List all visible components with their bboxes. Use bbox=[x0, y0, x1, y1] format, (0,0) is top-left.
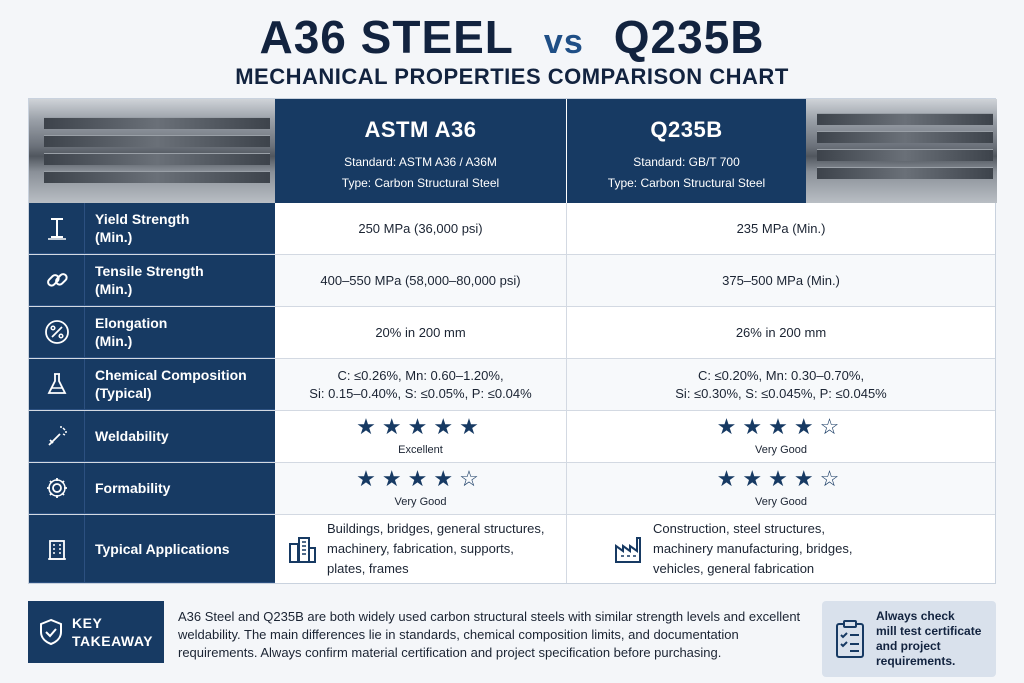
star-filled-icon: ★ bbox=[381, 413, 408, 439]
label-line-1: Chemical Composition bbox=[95, 367, 247, 383]
star-filled-icon: ★ bbox=[356, 465, 382, 491]
chem-line-1: C: ≤0.26%, Mn: 0.60–1.20%, bbox=[337, 367, 504, 383]
a36-yield-value: 250 MPa (36,000 psi) bbox=[275, 203, 567, 254]
star-filled-icon: ★ bbox=[407, 413, 434, 439]
star-rating bbox=[717, 467, 846, 491]
app-line-3: plates, frames bbox=[327, 561, 409, 576]
applications-text bbox=[327, 519, 566, 579]
app-line-1: Construction, steel structures, bbox=[653, 521, 825, 536]
app-line-1: Buildings, bridges, general structures, bbox=[327, 521, 545, 536]
star-filled-icon: ★ bbox=[793, 465, 820, 491]
key-takeaway-text: A36 Steel and Q235B are both widely used carbon structural steels with similar strength levels and excellent weldability. The main differences lie in standards, chemical composition limits, and documentation requirements. Always confirm material certification and project specification before purchasing. bbox=[178, 609, 801, 660]
a36-tensile-value: 400–550 MPa (58,000–80,000 psi) bbox=[275, 255, 567, 306]
row-typical-applications bbox=[29, 515, 995, 583]
a36-applications-value bbox=[275, 515, 567, 583]
building-icon bbox=[29, 515, 85, 583]
label-line-1: Yield Strength bbox=[95, 211, 190, 227]
q235b-elongation-value: 26% in 200 mm bbox=[567, 307, 995, 358]
row-formability bbox=[29, 463, 995, 515]
rating-label: Very Good bbox=[755, 443, 807, 456]
q235b-formability-value bbox=[567, 463, 995, 514]
star-empty-icon: ☆ bbox=[819, 413, 846, 439]
q235b-standard: Standard: GB/T 700 bbox=[633, 155, 740, 169]
row-weldability bbox=[29, 411, 995, 463]
q235b-tensile-value: 375–500 MPa (Min.) bbox=[567, 255, 995, 306]
a36-standard: Standard: ASTM A36 / A36M bbox=[344, 155, 497, 169]
star-rating bbox=[356, 415, 485, 439]
title-vs: vs bbox=[543, 23, 584, 61]
star-rating bbox=[356, 467, 485, 491]
label-line-1: Tensile Strength bbox=[95, 263, 204, 279]
star-filled-icon: ★ bbox=[407, 465, 434, 491]
q235b-yield-value: 235 MPa (Min.) bbox=[567, 203, 995, 254]
page-title bbox=[0, 10, 1024, 64]
star-filled-icon: ★ bbox=[459, 413, 485, 439]
star-filled-icon: ★ bbox=[742, 413, 769, 439]
q235b-weldability-value bbox=[567, 411, 995, 462]
star-filled-icon: ★ bbox=[768, 465, 794, 491]
page-subtitle: MECHANICAL PROPERTIES COMPARISON CHART bbox=[235, 64, 789, 89]
a36-formability-value bbox=[275, 463, 567, 514]
comparison-table bbox=[28, 98, 996, 584]
reminder-line-2: mill test certificate bbox=[876, 624, 982, 638]
star-rating bbox=[717, 415, 846, 439]
row-label bbox=[85, 463, 275, 514]
steel-plates-photo-right bbox=[806, 99, 997, 203]
label-line-1: Formability bbox=[95, 480, 171, 496]
star-filled-icon: ★ bbox=[356, 413, 382, 439]
app-line-3: vehicles, general fabrication bbox=[653, 561, 815, 576]
kt-line-2: TAKEAWAY bbox=[72, 633, 154, 649]
reminder-line-3: and project bbox=[876, 639, 941, 653]
row-label bbox=[85, 255, 275, 306]
welding-torch-icon bbox=[29, 411, 85, 462]
rating-label: Excellent bbox=[398, 443, 443, 456]
star-filled-icon: ★ bbox=[433, 465, 460, 491]
steel-plates-photo-left bbox=[29, 99, 275, 203]
reminder-box bbox=[822, 601, 996, 677]
kt-line-1: KEY bbox=[72, 615, 103, 631]
label-line-2: (Min.) bbox=[95, 281, 133, 297]
row-label bbox=[85, 307, 275, 358]
factory-icon bbox=[613, 534, 643, 564]
label-line-1: Weldability bbox=[95, 428, 169, 444]
chem-line-1: C: ≤0.20%, Mn: 0.30–0.70%, bbox=[697, 367, 865, 383]
city-buildings-icon bbox=[287, 534, 317, 564]
i-beam-icon bbox=[29, 203, 85, 254]
star-filled-icon: ★ bbox=[793, 413, 820, 439]
label-line-1: Typical Applications bbox=[95, 540, 230, 557]
flask-icon bbox=[29, 359, 85, 410]
rating-label: Very Good bbox=[394, 495, 447, 508]
row-chemical-composition bbox=[29, 359, 995, 411]
a36-weldability-value bbox=[275, 411, 567, 462]
label-line-2: (Min.) bbox=[95, 333, 133, 349]
star-empty-icon: ☆ bbox=[819, 465, 846, 491]
label-line-2: (Min.) bbox=[95, 229, 133, 245]
a36-elongation-value: 20% in 200 mm bbox=[275, 307, 567, 358]
rating-label: Very Good bbox=[755, 495, 807, 508]
star-filled-icon: ★ bbox=[742, 465, 769, 491]
a36-header bbox=[275, 99, 566, 203]
star-empty-icon: ☆ bbox=[459, 465, 485, 491]
key-takeaway-badge bbox=[28, 601, 164, 663]
row-elongation bbox=[29, 307, 995, 359]
app-line-2: machinery manufacturing, bridges, bbox=[653, 541, 853, 556]
gear-icon bbox=[29, 463, 85, 514]
reminder-text bbox=[876, 609, 981, 669]
chem-line-2: Si: 0.15–0.40%, S: ≤0.05%, P: ≤0.04% bbox=[309, 385, 532, 401]
row-label bbox=[85, 411, 275, 462]
star-filled-icon: ★ bbox=[716, 465, 743, 491]
q235b-applications-value bbox=[567, 515, 995, 583]
clipboard-checklist-icon bbox=[834, 619, 866, 659]
title-left: A36 STEEL bbox=[259, 11, 514, 63]
row-label bbox=[85, 515, 275, 583]
app-line-2: machinery, fabrication, supports, bbox=[327, 541, 514, 556]
chain-link-icon bbox=[29, 255, 85, 306]
row-tensile-strength bbox=[29, 255, 995, 307]
chem-line-2: Si: ≤0.30%, S: ≤0.045%, P: ≤0.045% bbox=[675, 385, 887, 401]
row-label bbox=[85, 359, 275, 410]
star-filled-icon: ★ bbox=[433, 413, 460, 439]
star-filled-icon: ★ bbox=[768, 413, 794, 439]
reminder-line-1: Always check bbox=[876, 609, 955, 623]
star-filled-icon: ★ bbox=[381, 465, 408, 491]
percent-icon bbox=[29, 307, 85, 358]
label-line-2: (Typical) bbox=[95, 385, 152, 401]
row-yield-strength bbox=[29, 203, 995, 255]
a36-type: Type: Carbon Structural Steel bbox=[341, 176, 500, 190]
applications-text bbox=[653, 519, 893, 579]
a36-name: ASTM A36 bbox=[364, 117, 477, 142]
label-line-1: Elongation bbox=[95, 315, 168, 331]
key-takeaway-label bbox=[72, 614, 153, 650]
title-right: Q235B bbox=[613, 11, 765, 63]
shield-check-icon bbox=[38, 618, 64, 646]
q235b-name: Q235B bbox=[650, 117, 723, 142]
q235b-type: Type: Carbon Structural Steel bbox=[607, 176, 766, 190]
reminder-line-4: requirements. bbox=[876, 654, 956, 668]
row-label bbox=[85, 203, 275, 254]
q235b-header bbox=[567, 99, 806, 203]
star-filled-icon: ★ bbox=[716, 413, 743, 439]
q235b-chemistry-value bbox=[567, 359, 995, 410]
a36-chemistry-value bbox=[275, 359, 567, 410]
